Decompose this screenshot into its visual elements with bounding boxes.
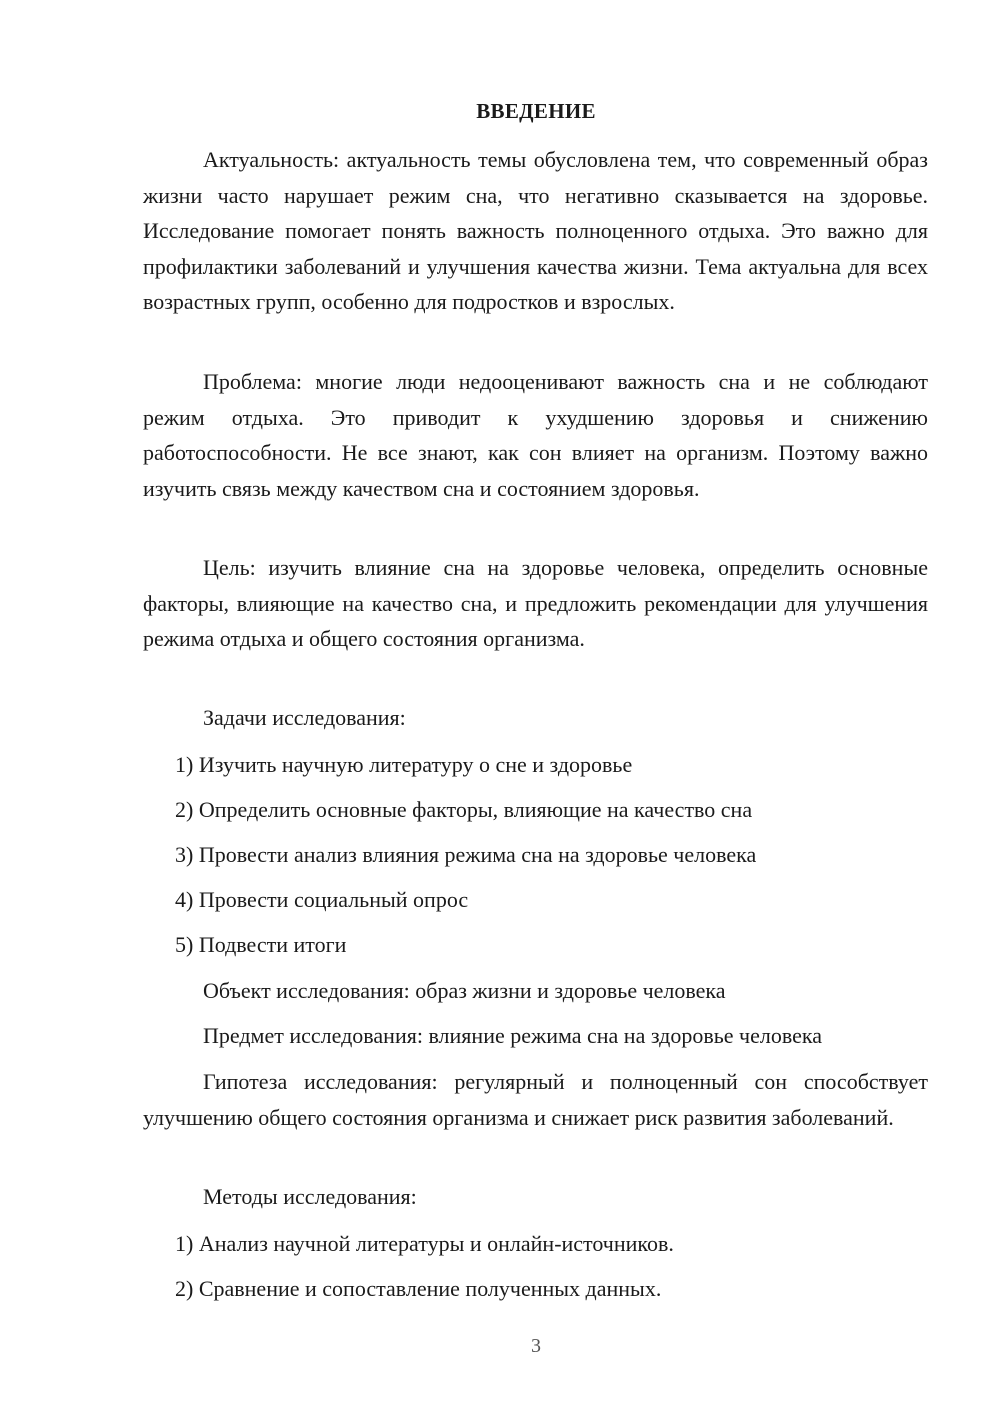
problem-paragraph: Проблема: многие люди недооценивают важность сна и не соблюдают режим отдыха. Это приводит к ухудшению здоровья и снижению работоспособности. Не все знают, как сон влияет на организм. Поэтому важно изучить связь между качеством сна и состоянием здоровья. (143, 369, 928, 501)
method-item: 1) Анализ научной литературы и онлайн-источников. (175, 1231, 674, 1256)
task-item: 4) Провести социальный опрос (175, 887, 469, 912)
methods-heading: Методы исследования: (203, 1184, 417, 1209)
tasks-heading: Задачи исследования: (203, 705, 406, 730)
research-object: Объект исследования: образ жизни и здоровье человека (203, 978, 726, 1003)
hypothesis-paragraph: Гипотеза исследования: регулярный и полноценный сон способствует улучшению общего состояния организма и снижает риск развития заболеваний. (143, 1069, 928, 1130)
research-subject: Предмет исследования: влияние режима сна на здоровье человека (203, 1023, 822, 1048)
relevance-paragraph: Актуальность: актуальность темы обусловлена тем, что современный образ жизни часто нарушает режим сна, что негативно сказывается на здоровье. Исследование помогает понять важность полноценного отдыха. Это важно для профилактики заболеваний и улучшения качества жизни. Тема актуальна для всех возрастных групп, особенно для подростков и взрослых. (143, 147, 928, 315)
task-item: 1) Изучить научную литературу о сне и здоровье (175, 752, 633, 777)
page-number: 3 (531, 1335, 541, 1357)
goal-paragraph: Цель: изучить влияние сна на здоровье человека, определить основные факторы, влияющие на качество сна, и предложить рекомендации для улучшения режима отдыха и общего состояния организма. (143, 555, 928, 652)
task-item: 2) Определить основные факторы, влияющие на качество сна (175, 797, 753, 822)
task-item: 3) Провести анализ влияния режима сна на здоровье человека (175, 842, 757, 867)
method-item: 2) Сравнение и сопоставление полученных данных. (175, 1276, 662, 1301)
task-item: 5) Подвести итоги (175, 932, 347, 957)
page-title: ВВЕДЕНИЕ (476, 99, 596, 123)
